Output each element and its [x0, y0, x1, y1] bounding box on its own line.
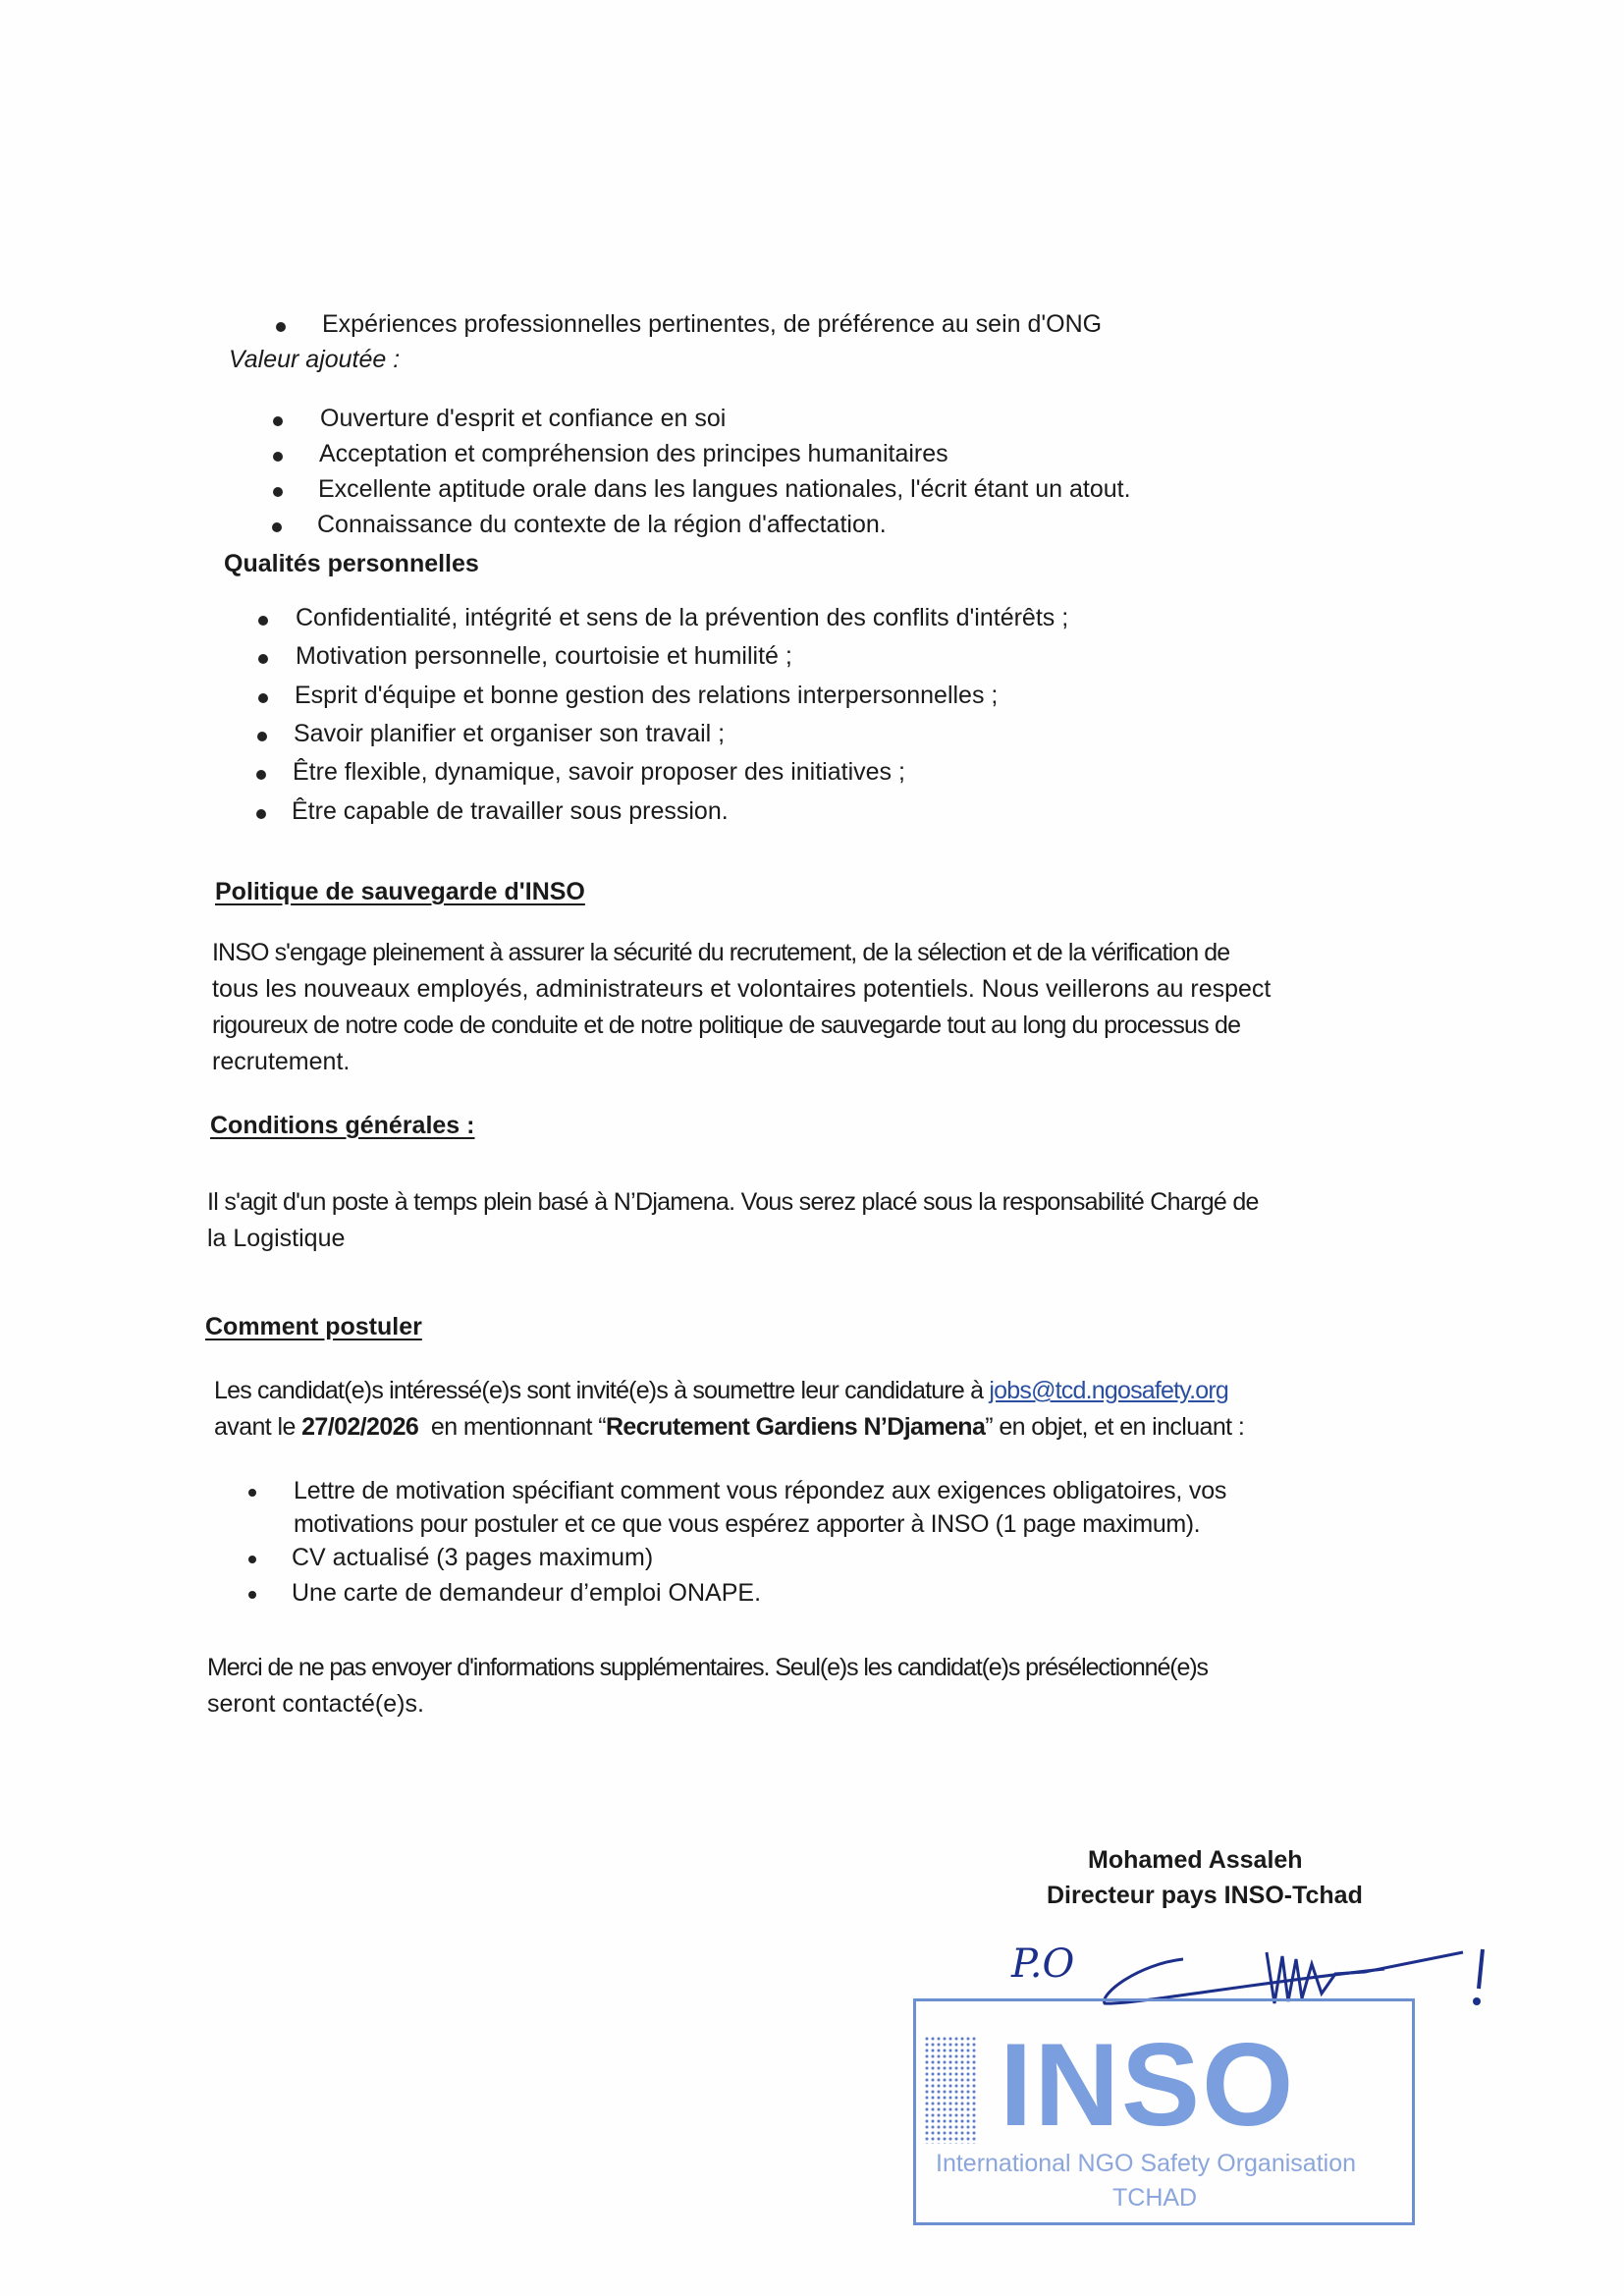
added-value-item: Excellente aptitude orale dans les langues nationales, l'écrit étant un atout.	[318, 475, 1131, 503]
apply-intro-text: Les candidat(e)s intéressé(e)s sont invité(e)s à soumettre leur candidature à	[214, 1377, 990, 1404]
bullet-icon	[273, 487, 283, 497]
added-value-item: Acceptation et compréhension des principes humanitaires	[319, 440, 948, 467]
added-value-item: Connaissance du contexte de la région d'affectation.	[317, 511, 887, 538]
safeguarding-paragraph	[212, 935, 1390, 1080]
personal-quality-item: Être capable de travailler sous pression.	[292, 797, 729, 825]
stamp-emblem-icon	[924, 2036, 978, 2144]
safeguarding-line: recrutement.	[212, 1048, 351, 1075]
stamp-country: TCHAD	[1112, 2184, 1198, 2212]
personal-quality-item: Savoir planifier et organiser son travail ;	[294, 720, 726, 747]
closing-paragraph	[207, 1650, 1385, 1722]
apply-paragraph	[214, 1373, 1392, 1446]
bullet-icon	[258, 693, 268, 703]
bullet-icon	[248, 1556, 256, 1563]
closing-line: seront contacté(e)s.	[207, 1690, 424, 1718]
personal-qualities-title: Qualités personnelles	[224, 550, 479, 577]
subject-suffix: ” en objet, et en incluant :	[985, 1413, 1245, 1441]
signature-stroke	[1479, 1949, 1483, 1989]
email-link[interactable]: jobs@tcd.ngosafety.org	[989, 1377, 1228, 1404]
conditions-title: Conditions générales :	[210, 1112, 475, 1139]
signatory-name: Mohamed Assaleh	[1088, 1846, 1303, 1874]
personal-quality-item: Confidentialité, intégrité et sens de la prévention des conflits d'intérêts ;	[296, 604, 1069, 631]
deadline-prefix: avant le	[214, 1413, 302, 1441]
signature-stroke	[1105, 1959, 1384, 2003]
conditions-line: la Logistique	[207, 1225, 346, 1252]
subject-text: Recrutement Gardiens N’Djamena	[605, 1413, 986, 1441]
apply-item: CV actualisé (3 pages maximum)	[292, 1544, 654, 1571]
apply-intro-line	[214, 1373, 1392, 1409]
signature-stroke	[1267, 1952, 1463, 2003]
closing-line: Merci de ne pas envoyer d'informations supplémentaires. Seul(e)s les candidat(e)s présélectionné(e)s	[207, 1654, 1208, 1681]
bullet-icon	[273, 416, 283, 426]
personal-quality-item: Motivation personnelle, courtoisie et humilité ;	[296, 642, 792, 670]
bullet-icon	[276, 322, 286, 332]
safeguarding-line: tous les nouveaux employés, administrateurs et volontaires potentiels. Nous veillerons au respect	[212, 975, 1272, 1003]
stamp-logo: INSO	[1000, 2019, 1296, 2151]
stamp-org-name: International NGO Safety Organisation	[936, 2150, 1357, 2177]
safeguarding-line: rigoureux de notre code de conduite et de notre politique de sauvegarde tout au long du processus de	[212, 1011, 1241, 1039]
organization-stamp	[913, 1998, 1415, 2225]
conditions-paragraph	[207, 1184, 1385, 1257]
bullet-icon	[258, 616, 268, 626]
bullet-icon	[256, 770, 266, 780]
signatory-title: Directeur pays INSO-Tchad	[1047, 1882, 1363, 1909]
added-value-item: Ouverture d'esprit et confiance en soi	[320, 405, 727, 432]
bullet-icon	[258, 654, 268, 664]
added-value-title: Valeur ajoutée :	[229, 346, 401, 373]
apply-deadline-line	[214, 1409, 1392, 1446]
bullet-icon	[248, 1489, 256, 1497]
apply-item: Une carte de demandeur d’emploi ONAPE.	[292, 1579, 762, 1607]
bullet-icon	[248, 1591, 256, 1599]
bullet-icon	[272, 522, 282, 532]
apply-item: Lettre de motivation spécifiant comment vous répondez aux exigences obligatoires, vos	[294, 1477, 1227, 1504]
signature-po: P.O	[1011, 1941, 1075, 1987]
subject-prefix: en mentionnant “	[418, 1413, 606, 1441]
safeguarding-title: Politique de sauvegarde d'INSO	[215, 878, 585, 905]
deadline-date: 27/02/2026	[301, 1413, 419, 1441]
bullet-icon	[273, 452, 283, 462]
personal-quality-item: Être flexible, dynamique, savoir proposer des initiatives ;	[293, 758, 905, 786]
safeguarding-line: INSO s'engage pleinement à assurer la sécurité du recrutement, de la sélection et de la vérification de	[212, 939, 1230, 966]
bullet-icon	[257, 732, 267, 741]
apply-item-continued: motivations pour postuler et ce que vous espérez apporter à INSO (1 page maximum).	[294, 1510, 1201, 1538]
apply-title: Comment postuler	[205, 1313, 422, 1340]
requirement-item: Expériences professionnelles pertinentes, de préférence au sein d'ONG	[322, 310, 1103, 338]
personal-quality-item: Esprit d'équipe et bonne gestion des relations interpersonnelles ;	[295, 682, 999, 709]
signature-dot	[1473, 1997, 1481, 2005]
conditions-line: Il s'agit d'un poste à temps plein basé à N’Djamena. Vous serez placé sous la responsabilité Chargé de	[207, 1188, 1259, 1216]
bullet-icon	[256, 809, 266, 819]
